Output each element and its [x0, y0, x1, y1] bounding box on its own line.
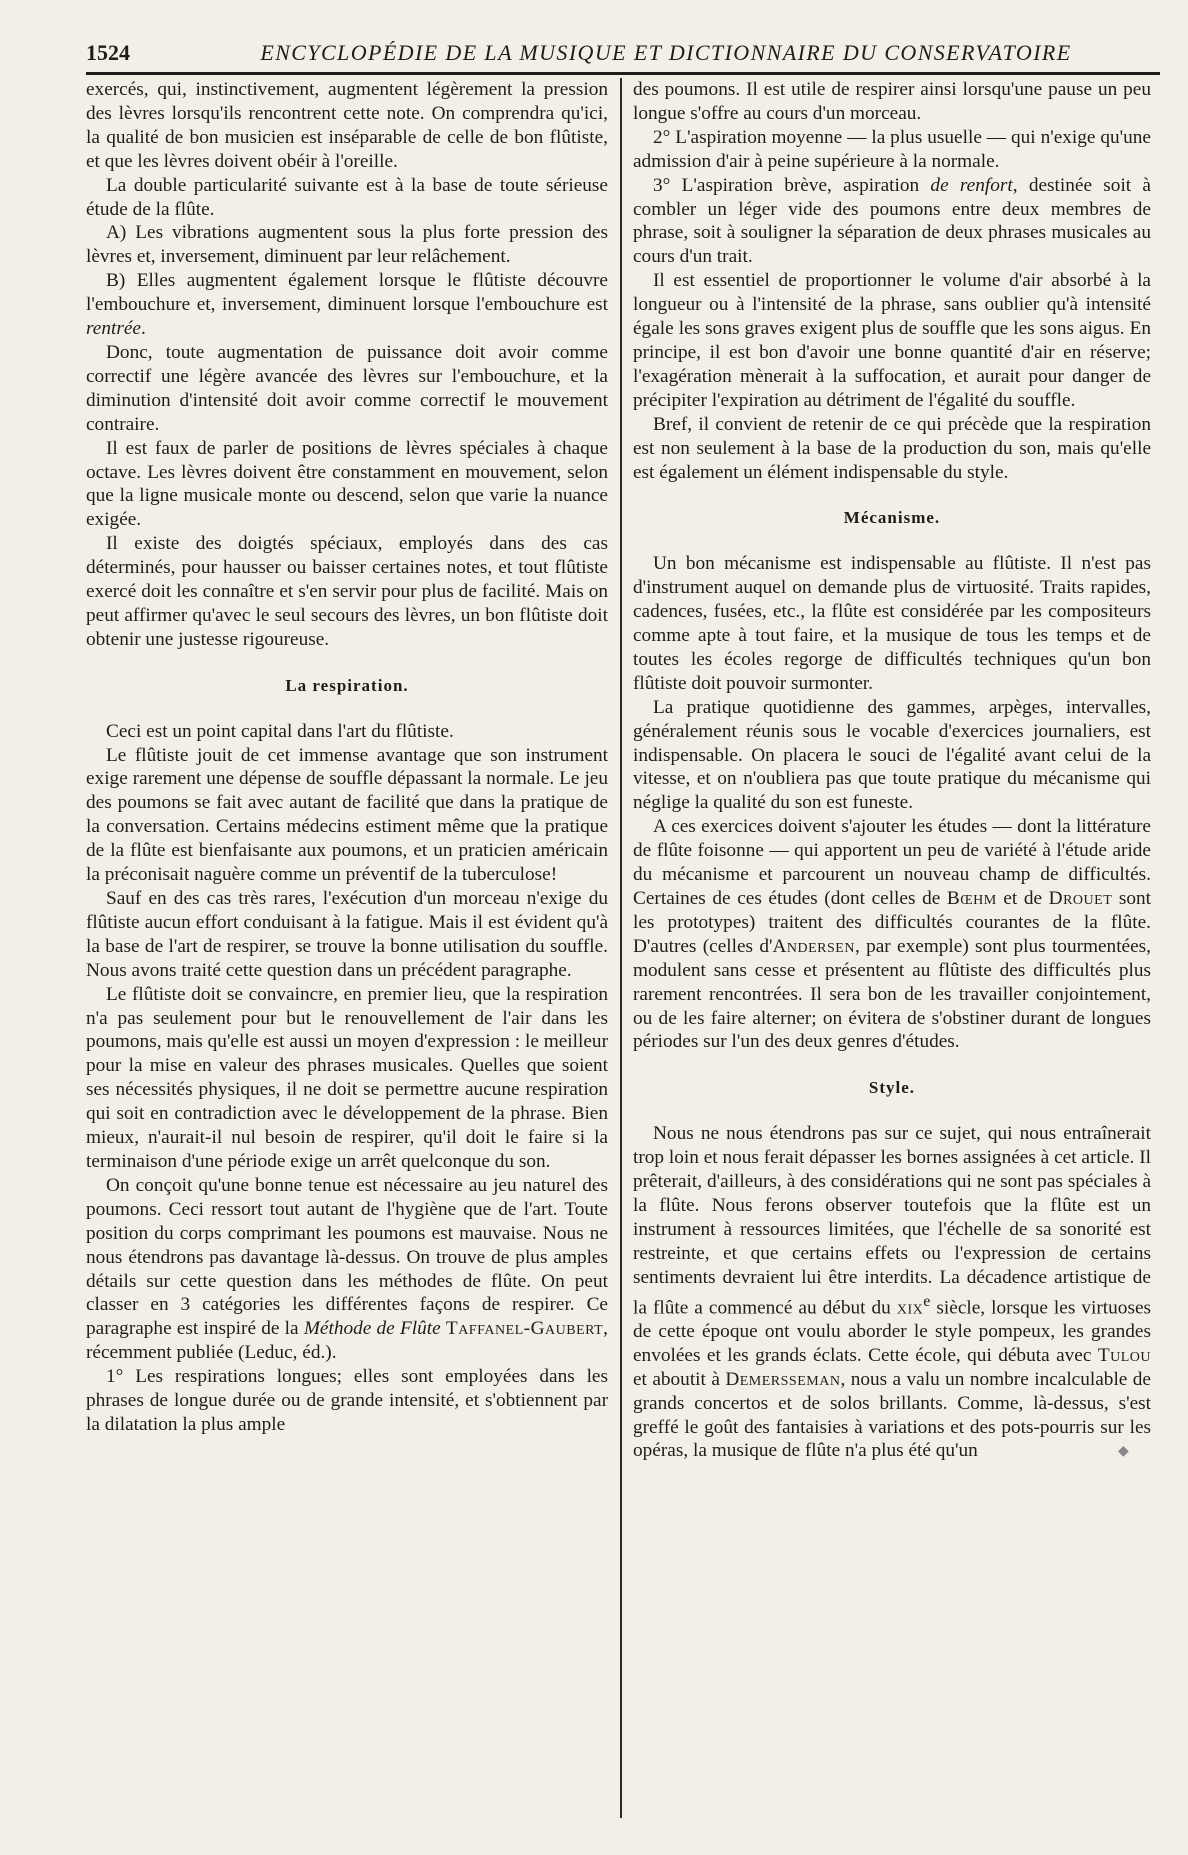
author-name: Taffanel-Gaubert	[445, 1318, 604, 1340]
superscript: e	[923, 1292, 931, 1310]
text-run: siècle, lorsque les virtuoses de cette époque ont voulu aborder le style pompeux, les grandes envolées et les grands éclats. Cette école, qui débuta avec	[633, 1297, 1152, 1366]
author-name: Drouet	[1048, 888, 1113, 909]
text-run: On conçoit qu'une bonne tenue est nécessaire au jeu naturel des poumons. Ceci ressort tout autant de l'hygiène que de l'art. Toute position du corps comprimant les poumons est mauvaise. Nous ne nous étendrons pas davantage là-dessus. On trouve de plus amples détails sur cette question dans les méthodes de flûte. On peut classer en 3 catégories les différentes façons de respirer. Ce paragraphe est inspiré de la	[86, 1174, 608, 1340]
paragraph: Le flûtiste jouit de cet immense avantage que son instrument exige rarement une dépense de souffle dépassant la normale. Le jeu des poumons se fait avec autant de facilité que dans la pratique de la conversation. Certains médecins estiment même que la pratique de la flûte est bienfaisante aux poumons, et un praticien américain la préconisait naguère comme un préventif de la tuberculose!	[86, 744, 608, 886]
text-run: .	[140, 318, 146, 340]
left-column	[86, 78, 608, 1437]
text-run: , nous a valu un nombre incalculable de grands concertos et de solos brillants. Comme, là-dessus, s'est greffé le goût des fantaisies à variations et des pots-pourris sur les opéras, la musique de flûte n'a plus été qu'un	[633, 1368, 1151, 1462]
paragraph: Il est essentiel de proportionner le volume d'air absorbé à la longueur ou à l'intensité de la phrase, sans oublier qu'à intensité égale les sons graves exigent plus de souffle que les sons aigus. En principe, il est bon d'avoir une bonne quantité d'air en réserve; l'exagération mènerait à la suffocation, et aurait pour danger de précipiter l'expiration au détriment de l'égalité du souffle.	[633, 270, 1151, 411]
right-column	[633, 78, 1151, 1463]
text-run: et de	[996, 888, 1049, 909]
paragraph	[633, 815, 1151, 1054]
text-run: 3° L'aspiration brève, aspiration	[653, 174, 931, 196]
margin-mark-icon: ◆	[1118, 1444, 1129, 1459]
author-name: Bœhm	[946, 888, 997, 909]
paragraph: Sauf en des cas très rares, l'exécution d'un morceau n'exige du flûtiste aucun effort conduisant à la fatigue. Mais il est évident qu'à la base de l'art de respirer, se trouve la bonne utilisation du souffle. Nous avons traité cette question dans un précédent paragraphe.	[86, 888, 608, 981]
page-header	[86, 36, 1158, 70]
paragraph: des poumons. Il est utile de respirer ainsi lorsqu'une pause un peu longue s'offre au cours d'un morceau.	[633, 79, 1151, 124]
running-title: ENCYCLOPÉDIE DE LA MUSIQUE ET DICTIONNAIRE DU CONSERVATOIRE	[260, 40, 1072, 65]
paragraph	[86, 1174, 608, 1365]
paragraph: A) Les vibrations augmentent sous la plus forte pression des lèvres et, inversement, diminuent par leur relâchement.	[86, 222, 608, 268]
author-name: Demersseman	[725, 1368, 841, 1390]
paragraph: Donc, toute augmentation de puissance doit avoir comme correctif une légère avancée des lèvres sur l'embouchure, et la diminution d'intensité doit avoir comme correctif le mouvement contraire.	[86, 341, 608, 435]
text-run: et aboutit à	[633, 1368, 726, 1390]
paragraph: Il est faux de parler de positions de lèvres spéciales à chaque octave. Les lèvres doivent être constamment en mouvement, selon que la ligne musicale monte ou descend, selon que varie la nuance exigée.	[86, 437, 608, 531]
text-run: B) Elles augmentent également lorsque le flûtiste découvre l'embouchure et, inversement, diminuent lorsque l'embouchure est	[86, 270, 608, 316]
text-run: , destinée soit à combler un léger vide des poumons entre deux membres de phrase, soit à souligner la séparation de deux phrases musicales au cours d'un trait.	[633, 174, 1151, 268]
text-run: A ces exercices doivent s'ajouter les études — dont la littérature de flûte foisonne — qui apportent un peu de variété à l'étude aride du mécanisme et parcourent un nouveau champ de difficultés. Certaines de ces études (dont celles de	[633, 816, 1151, 909]
paragraph: La pratique quotidienne des gammes, arpèges, intervalles, généralement réunis sous le vocable d'exercices journaliers, est indispensable. On placera le souci de l'égalité avant celui de la vitesse, et on n'oubliera pas que toute pratique du mécanisme qui néglige la qualité du son est funeste.	[633, 696, 1151, 814]
header-rule	[86, 72, 1160, 75]
text-run: , récemment publiée (Leduc, éd.).	[86, 1318, 608, 1364]
section-heading-mecanisme: Mécanisme.	[843, 508, 941, 528]
paragraph: Bref, il convient de retenir de ce qui précède que la respiration est non seulement à la base de la production du son, mais qu'elle est également un élément indispensable du style.	[633, 413, 1151, 483]
paragraph	[633, 174, 1151, 270]
column-divider	[620, 78, 622, 1818]
paragraph: 2° L'aspiration moyenne — la plus usuelle — qui n'exige qu'une admission d'air à peine supérieure à la normale.	[633, 126, 1151, 172]
paragraph: Il existe des doigtés spéciaux, employés dans des cas déterminés, pour hausser ou baisser certaines notes, et tout flûtiste exercé doit les connaître et s'en servir pour plus de facilité. Mais on peut affirmer qu'avec le seul secours des lèvres, un bon flûtiste doit obtenir une justesse rigoureuse.	[86, 533, 608, 650]
paragraph	[633, 1122, 1151, 1463]
author-name: Andersen	[772, 935, 855, 957]
paragraph: 1° Les respirations longues; elles sont employées dans les phrases de longue durée ou de grande intensité, et s'obtiennent par la dilatation la plus ample	[86, 1366, 608, 1435]
century-numeral: xix	[896, 1297, 924, 1319]
paragraph	[86, 269, 608, 341]
page-number: 1524	[86, 40, 130, 65]
text-run: sont les prototypes) traitent des difficultés courantes de la flûte. D'autres (celles d'	[633, 888, 1152, 957]
paragraph: Un bon mécanisme est indispensable au flûtiste. Il n'est pas d'instrument auquel on demande plus de virtuosité. Traits rapides, cadences, fusées, etc., la flûte est considérée par les compositeurs comme apte à tout faire, et la musique de tous les temps et de toutes les écoles regorge de difficultés techniques qu'un bon flûtiste doit pouvoir surmonter.	[633, 553, 1151, 694]
paragraph: Ceci est un point capital dans l'art du flûtiste.	[106, 720, 454, 742]
italic-term: de renfort	[930, 174, 1013, 196]
paragraph: exercés, qui, instinctivement, augmentent légèrement la pression des lèvres lorsqu'ils rencontrent cette note. On comprendra qu'ici, la qualité de bon musicien est inséparable de celle de bon flûtiste, et que les lèvres doivent obéir à l'oreille.	[86, 79, 608, 172]
author-name: Tulou	[1097, 1344, 1151, 1366]
section-heading-respiration: La respiration.	[285, 675, 409, 695]
book-title: Méthode de Flûte	[303, 1318, 441, 1340]
text-run: , par exemple) sont plus tourmentées, modulent sans cesse et présentent au flûtiste des difficultés plus rarement rencontrées. Il sera bon de les travailler conjointement, ou de les faire alterner; on évitera de s'obstiner durant de longues périodes sur l'un des deux genres d'études.	[633, 935, 1151, 1053]
text-run: Nous ne nous étendrons pas sur ce sujet, qui nous entraînerait trop loin et nous ferait dépasser les bornes assignées à cet article. Il prêterait, d'ailleurs, à des considérations qui ne sont pas spéciales à la flûte. Nous ferons observer toutefois que la flûte est un instrument à ressources limitées, que l'échelle de sa sonorité est restreinte, et que certains effets ou l'expression de certains sentiments devraient lui être interdits. La décadence artistique de la flûte a commencé au début du	[633, 1123, 1151, 1319]
paragraph: La double particularité suivante est à la base de toute sérieuse étude de la flûte.	[86, 174, 608, 220]
italic-term: rentrée	[86, 318, 141, 340]
paragraph: Le flûtiste doit se convaincre, en premier lieu, que la respiration n'a pas seulement pour but le renouvellement de l'air dans les poumons, mais qu'elle est aussi un moyen d'expression : le meilleur pour la mise en valeur des phrases musicales. Quelles que soient ses nécessités physiques, il ne doit se permettre aucune respiration qui soit en contradiction avec le développement de la phrase. Bien mieux, n'aurait-il nul besoin de respirer, qu'il doit le faire si la terminaison d'une période exige un arrêt quelconque du son.	[86, 983, 608, 1172]
section-heading-style: Style.	[868, 1078, 916, 1098]
